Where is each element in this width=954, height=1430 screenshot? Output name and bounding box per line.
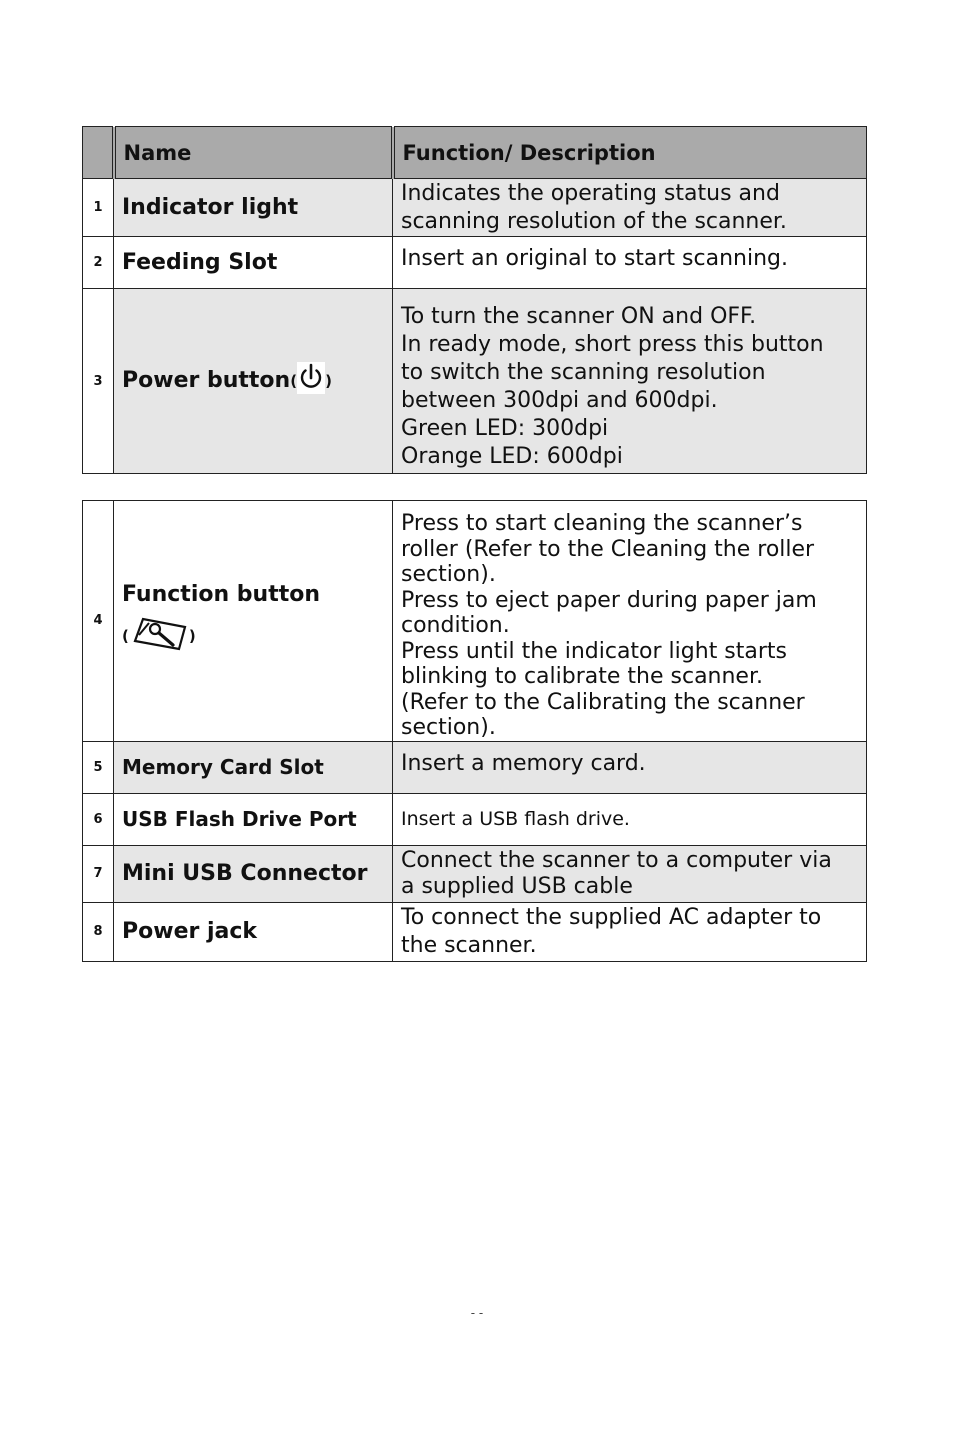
row-description: Insert an original to start scanning. bbox=[393, 237, 867, 289]
row-number: 6 bbox=[83, 793, 114, 845]
row-name: Function button ( ) bbox=[114, 501, 393, 742]
row-number: 4 bbox=[83, 501, 114, 742]
row-description: To connect the supplied AC adapter to the scanner. bbox=[393, 902, 867, 961]
table-row bbox=[83, 501, 867, 742]
row-description: Press to start cleaning the scanner’s roller (Refer to the Cleaning the roller section). Press to eject paper during paper jam condition. Press until the indicator light starts blinking to calibrate the scanner. (Refer to the Calibrating the scanner section). bbox=[393, 501, 867, 742]
row-description: Connect the scanner to a computer via a supplied USB cable bbox=[393, 845, 867, 902]
table-row bbox=[83, 793, 867, 845]
row-number: 8 bbox=[83, 902, 114, 961]
table-row bbox=[83, 237, 867, 289]
table-row bbox=[83, 845, 867, 902]
header-name: Name bbox=[114, 127, 393, 179]
page-number: - - bbox=[470, 1306, 484, 1320]
row-description: Insert a USB flash drive. bbox=[393, 793, 867, 845]
row-number: 2 bbox=[83, 237, 114, 289]
row-description: To turn the scanner ON and OFF. In ready mode, short press this button to switch the scanning resolution between 300dpi and 600dpi. Green LED: 300dpi Orange LED: 600dpi bbox=[393, 289, 867, 474]
table-row bbox=[83, 289, 867, 474]
function-wrench-icon bbox=[129, 613, 189, 659]
row-name: Feeding Slot bbox=[114, 237, 393, 289]
row-name: Indicator light bbox=[114, 179, 393, 237]
row-name: Mini USB Connector bbox=[114, 845, 393, 902]
row-number: 7 bbox=[83, 845, 114, 902]
row-number: 5 bbox=[83, 741, 114, 793]
header-num-cell bbox=[83, 127, 114, 179]
parts-table-bottom bbox=[82, 500, 867, 962]
power-icon bbox=[297, 362, 325, 400]
row-name: USB Flash Drive Port bbox=[114, 793, 393, 845]
table-row bbox=[83, 902, 867, 961]
table-row bbox=[83, 741, 867, 793]
table-row bbox=[83, 179, 867, 237]
row-name: Power jack bbox=[114, 902, 393, 961]
row-name: Power button( ) bbox=[114, 289, 393, 474]
row-description: Indicates the operating status and scanning resolution of the scanner. bbox=[393, 179, 867, 237]
row-description: Insert a memory card. bbox=[393, 741, 867, 793]
header-description: Function/ Description bbox=[393, 127, 867, 179]
row-number: 1 bbox=[83, 179, 114, 237]
row-number: 3 bbox=[83, 289, 114, 474]
table-header-row bbox=[83, 127, 867, 179]
row-name: Memory Card Slot bbox=[114, 741, 393, 793]
parts-table-top bbox=[82, 126, 867, 474]
